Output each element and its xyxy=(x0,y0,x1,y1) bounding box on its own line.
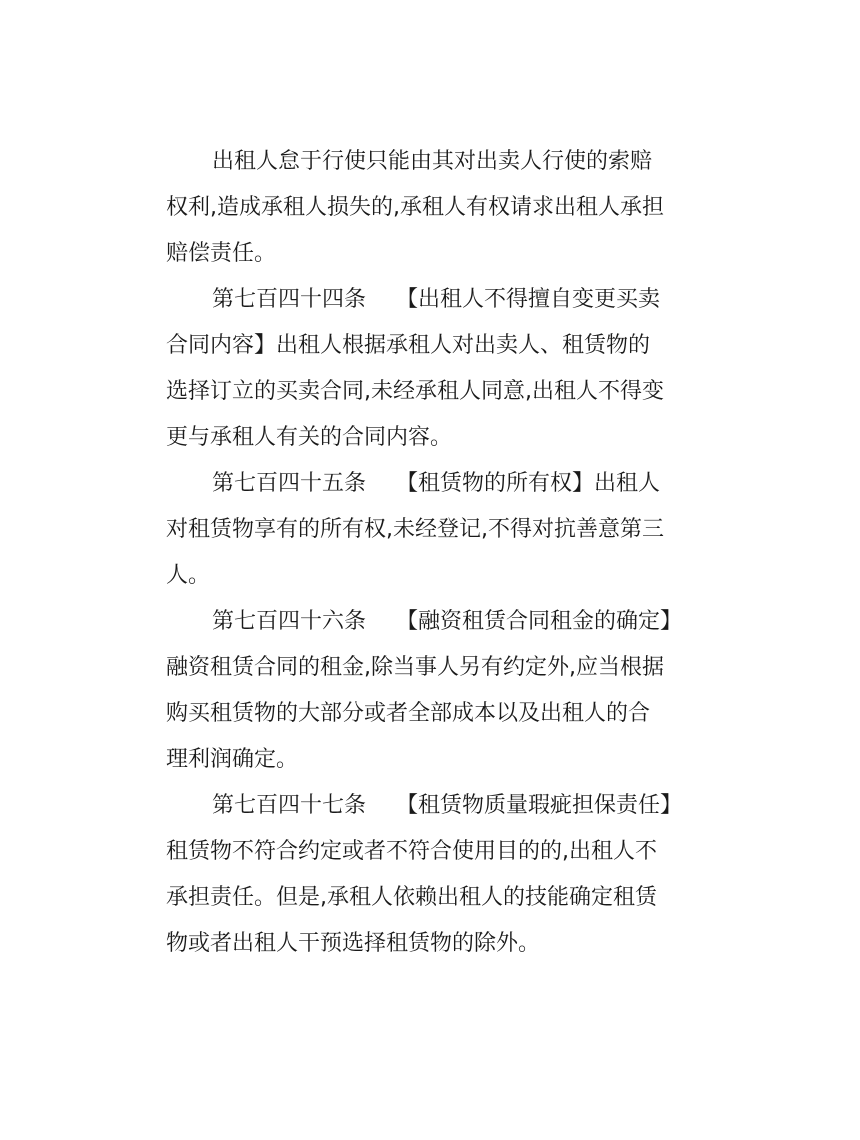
article-heading: 【租赁物的所有权】出租人 xyxy=(396,471,661,496)
article-number: 第七百四十六条 xyxy=(212,609,367,634)
article-first-line xyxy=(166,783,726,829)
article-746 xyxy=(166,599,726,783)
paragraph xyxy=(166,139,726,277)
text-line: 对租赁物享有的所有权,未经登记,不得对抗善意第三 xyxy=(166,517,664,542)
text-line: 融资租赁合同的租金,除当事人另有约定外,应当根据 xyxy=(166,655,664,680)
article-745 xyxy=(166,461,726,599)
article-heading: 【租赁物质量瑕疵担保责任】 xyxy=(396,793,683,818)
text-line: 购买租赁物的大部分或者全部成本以及出租人的合 xyxy=(166,701,651,726)
article-number: 第七百四十七条 xyxy=(212,793,367,818)
text-line: 更与承租人有关的合同内容。 xyxy=(166,425,453,450)
article-number: 第七百四十五条 xyxy=(212,471,367,496)
text-line: 理利润确定。 xyxy=(166,747,299,772)
text-line: 权利,造成承租人损失的,承租人有权请求出租人承担 xyxy=(166,195,664,220)
text-line: 出租人怠于行使只能由其对出卖人行使的索赔 xyxy=(212,149,653,174)
article-first-line xyxy=(166,599,726,645)
text-line: 赔偿责任。 xyxy=(166,241,277,266)
article-heading: 【融资租赁合同租金的确定】 xyxy=(396,609,683,634)
article-747 xyxy=(166,783,726,967)
text-line: 人。 xyxy=(166,563,211,588)
article-744 xyxy=(166,277,726,461)
text-line: 选择订立的买卖合同,未经承租人同意,出租人不得变 xyxy=(166,379,664,404)
document-body xyxy=(166,139,726,967)
text-line: 物或者出租人干预选择租赁物的除外。 xyxy=(166,931,541,956)
article-first-line xyxy=(166,277,726,323)
article-heading: 【出租人不得擅自变更买卖 xyxy=(396,287,661,312)
article-first-line xyxy=(166,461,726,507)
text-line: 承担责任。但是,承租人依赖出租人的技能确定租赁 xyxy=(166,885,657,910)
text-line: 合同内容】出租人根据承租人对出卖人、租赁物的 xyxy=(166,333,651,358)
article-number: 第七百四十四条 xyxy=(212,287,367,312)
text-line: 租赁物不符合约定或者不符合使用目的的,出租人不 xyxy=(166,839,657,864)
